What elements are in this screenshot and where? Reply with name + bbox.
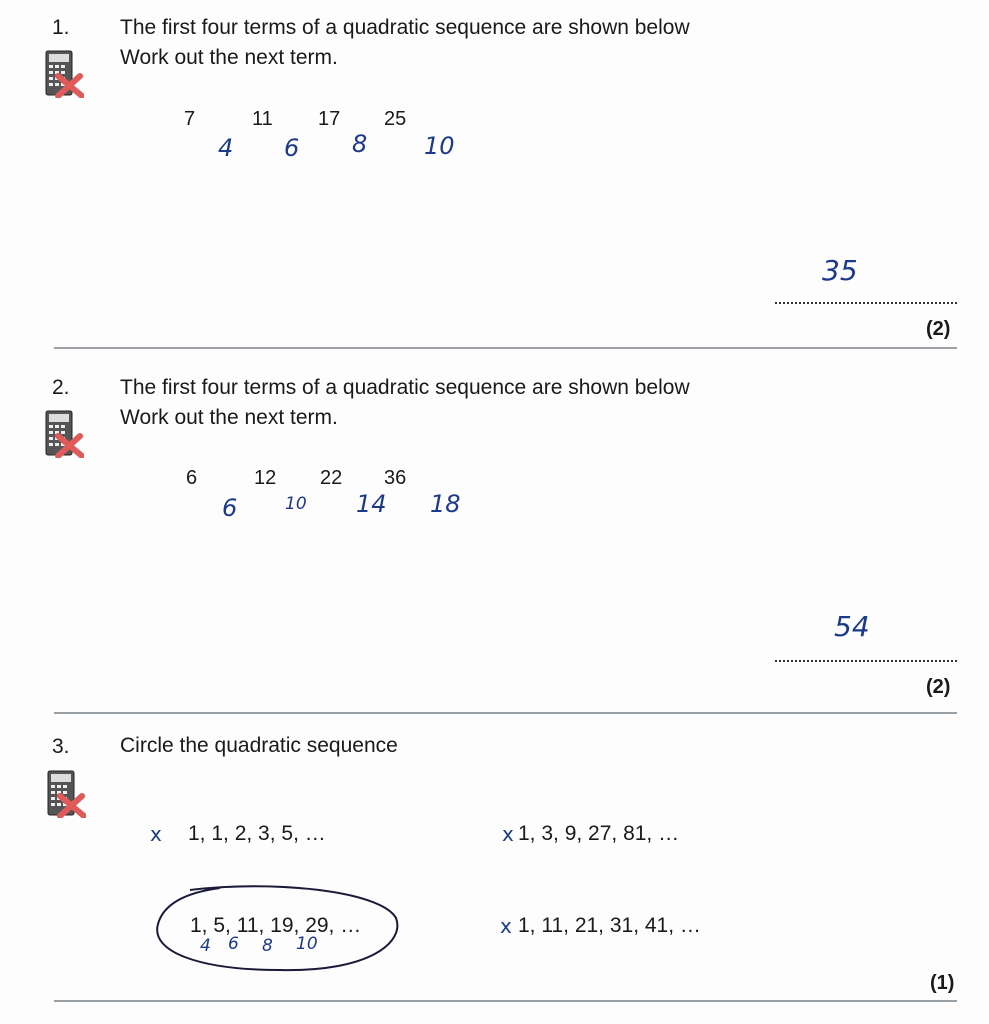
q2-answer: 54 [834,610,870,643]
question-2-number: 2. [52,376,70,399]
option-2-cross-mark: x [502,822,514,846]
question-2-line-2: Work out the next term. [120,406,338,429]
calculator-crossed-icon [46,770,86,818]
option-3-difference-4: 10 [296,934,318,954]
option-2-sequence[interactable]: 1, 3, 9, 27, 81, … [518,822,680,845]
q1-term-1: 7 [184,108,196,130]
q1-answer-line [775,302,957,304]
option-3-difference-3: 8 [262,936,273,956]
q2-divider [54,712,957,714]
question-1-line-2: Work out the next term. [120,46,338,69]
calculator-crossed-icon [44,410,84,458]
q1-difference-1: 4 [218,134,234,162]
q3-marks: (1) [930,972,955,994]
q1-difference-3: 8 [352,130,368,158]
question-3-number: 3. [52,735,70,758]
q2-difference-1: 6 [222,494,238,522]
option-3-difference-1: 4 [200,936,211,956]
option-3-sequence[interactable]: 1, 5, 11, 19, 29, … [190,914,362,937]
option-4-sequence[interactable]: 1, 11, 21, 31, 41, … [518,914,701,937]
q2-term-3: 22 [320,467,343,489]
q3-divider [54,1000,957,1002]
q1-difference-2: 6 [284,134,300,162]
q1-difference-4: 10 [424,132,455,160]
q2-answer-line [775,660,957,662]
q1-term-2: 11 [252,108,273,130]
q2-difference-3: 14 [356,490,387,518]
question-3-line-1: Circle the quadratic sequence [120,734,398,757]
question-1-line-1: The first four terms of a quadratic sequence are shown below [120,16,690,39]
option-4-cross-mark: x [500,914,512,938]
q2-difference-2: 10 [285,494,307,514]
q2-term-2: 12 [254,467,277,489]
q2-marks: (2) [926,676,951,698]
q1-term-4: 25 [384,108,407,130]
question-2-line-1: The first four terms of a quadratic sequence are shown below [120,376,690,399]
q1-marks: (2) [926,318,951,340]
option-3-difference-2: 6 [228,934,239,954]
question-1-number: 1. [52,16,70,39]
q2-term-4: 36 [384,467,407,489]
calculator-crossed-icon [44,50,84,98]
option-1-sequence[interactable]: 1, 1, 2, 3, 5, … [188,822,326,845]
q1-term-3: 17 [318,108,341,130]
q1-divider [54,347,957,349]
q2-difference-4: 18 [430,490,461,518]
option-1-cross-mark: x [150,822,162,846]
q2-term-1: 6 [186,467,198,489]
q1-answer: 35 [822,254,858,287]
